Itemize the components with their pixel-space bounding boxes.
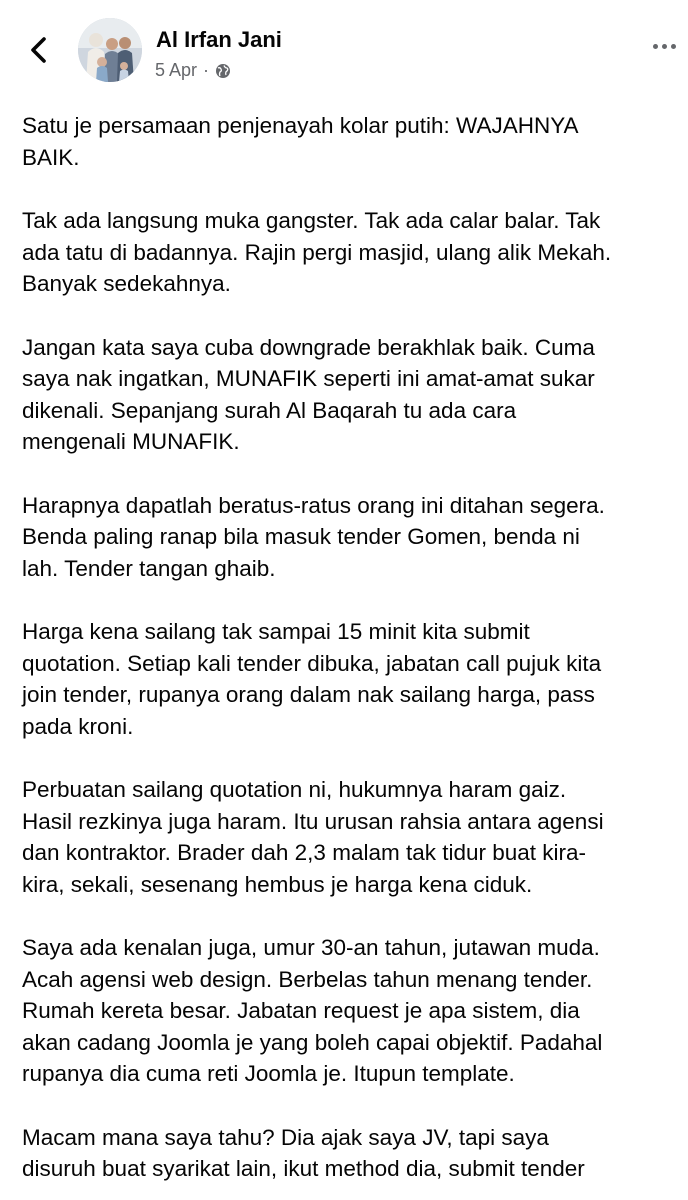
- chevron-left-icon: [27, 35, 49, 65]
- post-meta: [155, 60, 231, 81]
- post-paragraph: Harga kena sailang tak sampai 15 minit kita submit quotation. Setiap kali tender dibuka, jabatan call pujuk kita join tender, rupanya orang dalam nak sailang harga, pass pada kroni.: [22, 619, 602, 739]
- post-date[interactable]: 5 Apr: [155, 60, 198, 80]
- profile-photo: [78, 18, 142, 82]
- more-dots-icon: [671, 44, 676, 49]
- globe-icon: [215, 63, 231, 79]
- post-text: [22, 110, 678, 1200]
- post-header: [0, 0, 688, 96]
- author-name[interactable]: Al Irfan Jani: [156, 27, 282, 52]
- post-paragraph: Macam mana saya tahu? Dia ajak saya JV, tapi saya disuruh buat syarikat lain, ikut method dia, submit tender: [22, 1124, 585, 1181]
- post-paragraph: Satu je persamaan penjenayah kolar putih: WAJAHNYA BAIK.: [22, 113, 579, 170]
- post-paragraph: Saya ada kenalan juga, umur 30-an tahun, jutawan muda. Acah agensi web design. Berbelas tahun menang tender. Rumah kereta besar. Jabatan request je apa sistem, dia akan cadang Joomla je yang boleh capai objektif. Padahal rupanya dia cuma reti Joomla je. Itupun template.: [22, 935, 603, 1086]
- more-dots-icon: [653, 44, 658, 49]
- meta-separator: ·: [203, 60, 210, 80]
- avatar[interactable]: [78, 18, 142, 82]
- more-dots-icon: [662, 44, 667, 49]
- post-paragraph: Tak ada langsung muka gangster. Tak ada calar balar. Tak ada tatu di badannya. Rajin pergi masjid, ulang alik Mekah. Banyak sedekahnya.: [22, 208, 612, 296]
- post-paragraph: Harapnya dapatlah beratus-ratus orang ini ditahan segera. Benda paling ranap bila masuk tender Gomen, benda ni lah. Tender tangan ghaib.: [22, 492, 605, 581]
- more-options-button[interactable]: [653, 44, 676, 49]
- back-button[interactable]: [22, 30, 54, 70]
- post-paragraph: Perbuatan sailang quotation ni, hukumnya haram gaiz. Hasil rezkinya juga haram. Itu urusan rahsia antara agensi dan kontraktor. Brader dah 2,3 malam tak tidur buat kira- kira, sekali, sesenang hembus je harga kena ciduk.: [22, 777, 604, 897]
- post-paragraph: Jangan kata saya cuba downgrade berakhlak baik. Cuma saya nak ingatkan, MUNAFIK seperti ini amat-amat sukar dikenali. Sepanjang surah Al Baqarah tu ada cara mengenali MUNAFIK.: [22, 334, 595, 454]
